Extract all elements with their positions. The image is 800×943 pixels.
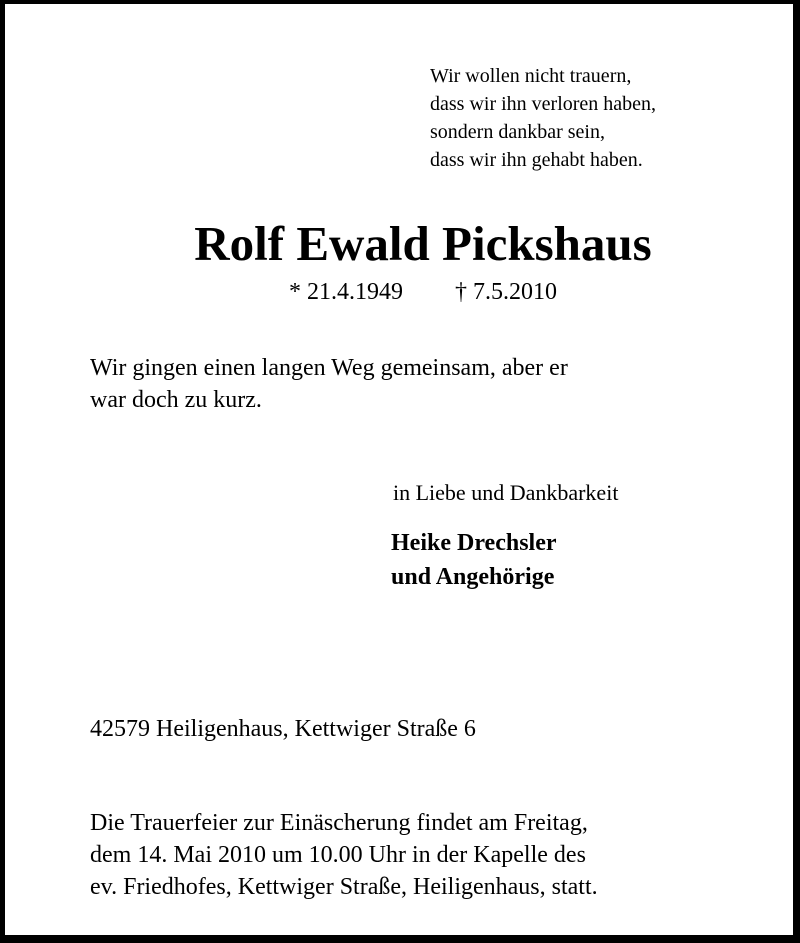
funeral-line: dem 14. Mai 2010 um 10.00 Uhr in der Kapelle des [90,842,586,868]
remembrance-quote [90,352,730,416]
poem-line: dass wir ihn verloren haben, [430,93,657,115]
life-dates [5,277,800,307]
closing-phrase: in Liebe und Dankbarkeit [393,480,619,505]
deceased-name: Rolf Ewald Pickshaus [194,216,652,271]
mourners-signature [391,526,557,594]
obituary-notice [5,4,793,935]
family-address: 42579 Heiligenhaus, Kettwiger Straße 6 [90,716,476,742]
funeral-line: Die Trauerfeier zur Einäscherung findet am Freitag, [90,810,588,836]
birth-date: * 21.4.1949 [289,279,403,305]
quote-line: Wir gingen einen langen Weg gemeinsam, aber er [90,355,568,381]
death-date: † 7.5.2010 [455,279,557,305]
poem-line: Wir wollen nicht trauern, [430,65,632,87]
funeral-line: ev. Friedhofes, Kettwiger Straße, Heiligenhaus, statt. [90,874,598,900]
quote-line: war doch zu kurz. [90,387,262,413]
funeral-announcement [90,807,598,903]
memorial-poem [430,62,656,174]
signer-line: Heike Drechsler [391,530,557,556]
signer-line: und Angehörige [391,564,555,590]
poem-line: dass wir ihn gehabt haben. [430,149,643,171]
poem-line: sondern dankbar sein, [430,121,605,143]
